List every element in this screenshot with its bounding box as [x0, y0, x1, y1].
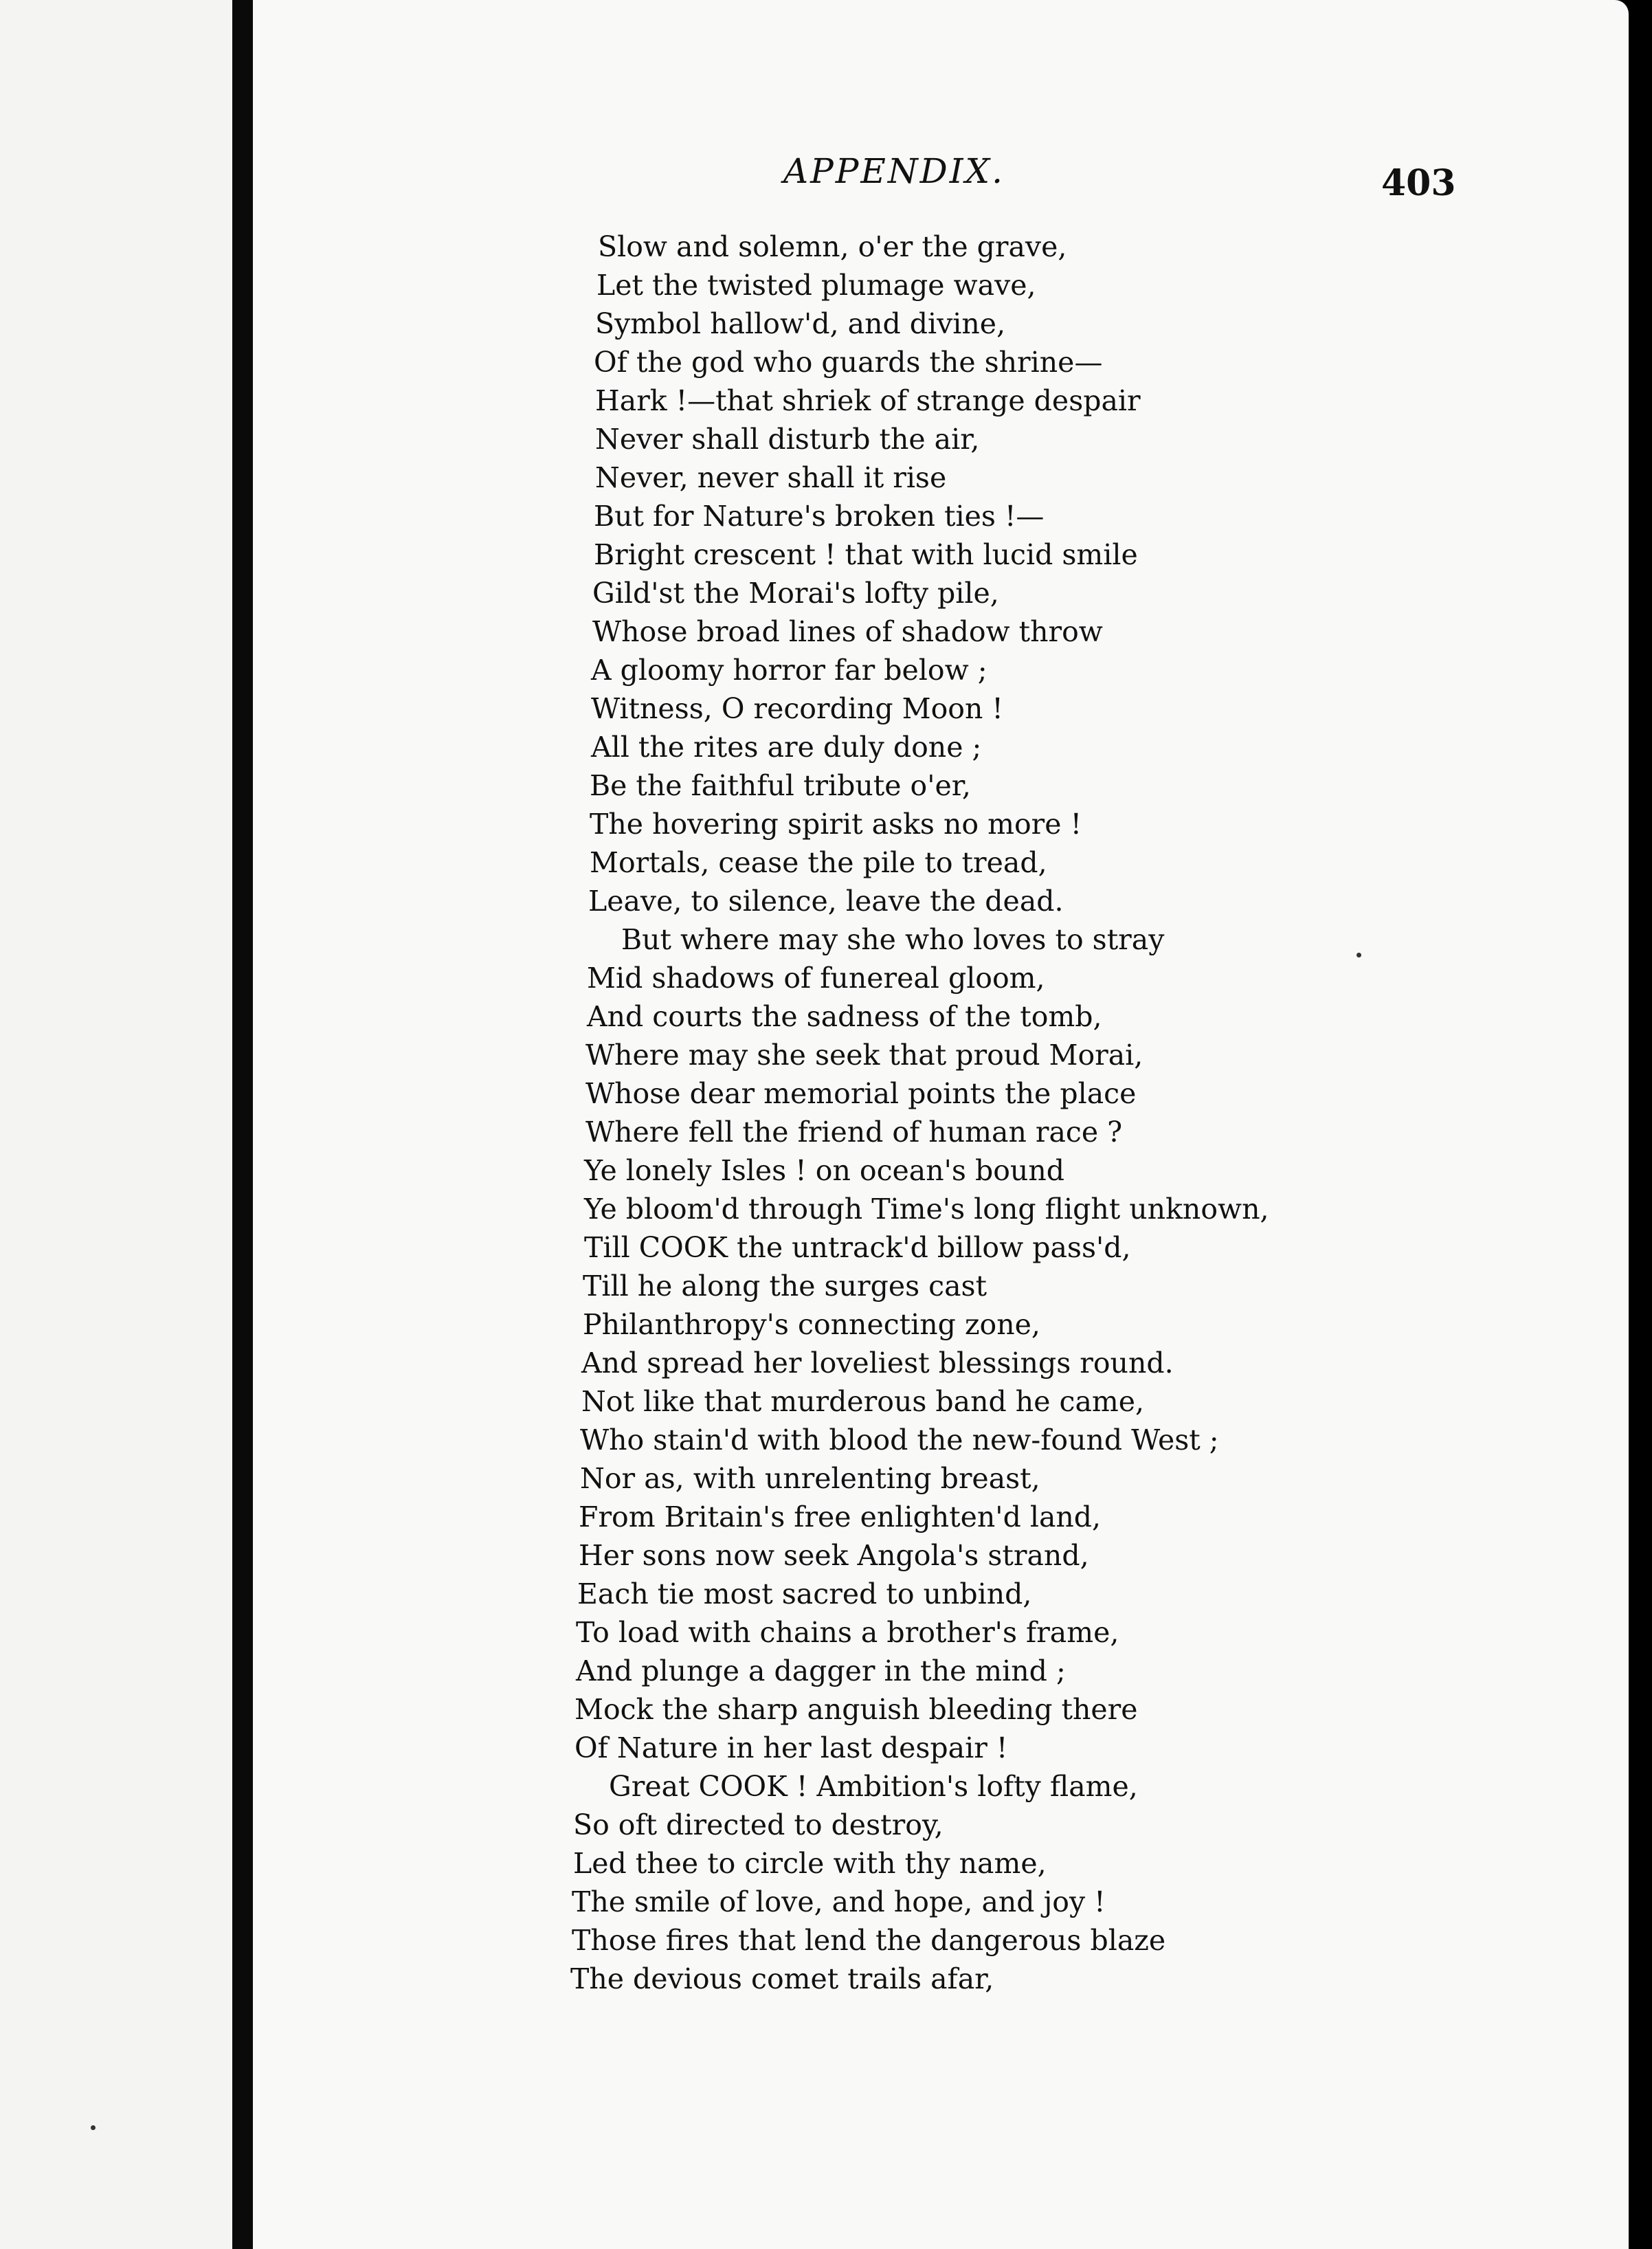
- verse-line: But for Nature's broken ties !—: [594, 500, 1045, 533]
- page-number: 403: [1381, 162, 1456, 204]
- page-gutter: [232, 0, 253, 2249]
- verse-line: Her sons now seek Angola's strand,: [579, 1539, 1089, 1572]
- verse-line: Mock the sharp anguish bleeding there: [574, 1693, 1138, 1726]
- verse-line: Who stain'd with blood the new-found West ;: [580, 1423, 1219, 1456]
- running-head: APPENDIX.: [783, 151, 1005, 191]
- verse-line: Mortals, cease the pile to tread,: [590, 846, 1047, 879]
- verse-line: Leave, to silence, leave the dead.: [588, 885, 1064, 918]
- verse-line: Of Nature in her last despair !: [574, 1731, 1008, 1764]
- speck: [91, 2125, 96, 2130]
- verse-line: All the rites are duly done ;: [591, 731, 982, 764]
- verse-line: Bright crescent ! that with lucid smile: [594, 538, 1138, 571]
- verse-line: Never shall disturb the air,: [595, 423, 980, 456]
- verse-line: Where fell the friend of human race ?: [585, 1116, 1123, 1149]
- verse-line: Slow and solemn, o'er the grave,: [598, 230, 1067, 263]
- verse-line: Ye lonely Isles ! on ocean's bound: [584, 1154, 1064, 1187]
- verse-line: Where may she seek that proud Morai,: [585, 1039, 1143, 1072]
- verse-line: To load with chains a brother's frame,: [576, 1616, 1119, 1649]
- verse-line: Be the faithful tribute o'er,: [590, 769, 971, 802]
- verse-line: And courts the sadness of the tomb,: [587, 1000, 1102, 1033]
- left-page-margin: [0, 0, 232, 2249]
- verse-line: Great COOK ! Ambition's lofty flame,: [609, 1770, 1138, 1803]
- verse-line: The hovering spirit asks no more !: [590, 808, 1082, 841]
- verse-line: Symbol hallow'd, and divine,: [595, 307, 1006, 340]
- verse-line: The devious comet trails afar,: [570, 1962, 994, 1995]
- verse-line: Those fires that lend the dangerous blaze: [572, 1924, 1166, 1957]
- verse-line: And spread her loveliest blessings round.: [581, 1347, 1174, 1380]
- verse-line: So oft directed to destroy,: [573, 1808, 944, 1841]
- speck: [1357, 953, 1361, 957]
- verse-line: Gild'st the Morai's lofty pile,: [592, 577, 999, 610]
- verse-line: But where may she who loves to stray: [621, 923, 1165, 956]
- verse-line: Witness, O recording Moon !: [591, 692, 1003, 725]
- verse-line: A gloomy horror far below ;: [591, 654, 987, 687]
- verse-line: Till COOK the untrack'd billow pass'd,: [584, 1231, 1131, 1264]
- verse-line: Nor as, with unrelenting breast,: [580, 1462, 1040, 1495]
- verse-line: Mid shadows of funereal gloom,: [587, 962, 1045, 995]
- verse-line: Let the twisted plumage wave,: [596, 269, 1036, 302]
- verse-line: And plunge a dagger in the mind ;: [576, 1654, 1066, 1687]
- verse-line: Never, never shall it rise: [595, 461, 947, 494]
- verse-line: Not like that murderous band he came,: [581, 1385, 1145, 1418]
- verse-line: Whose dear memorial points the place: [585, 1077, 1137, 1110]
- verse-line: Whose broad lines of shadow throw: [592, 615, 1103, 648]
- verse-line: Ye bloom'd through Time's long flight unknown,: [584, 1193, 1269, 1226]
- verse-line: The smile of love, and hope, and joy !: [572, 1885, 1106, 1918]
- verse-line: Till he along the surges cast: [583, 1270, 987, 1303]
- verse-line: Of the god who guards the shrine—: [594, 346, 1103, 379]
- verse-line: Hark !—that shriek of strange despair: [595, 384, 1141, 417]
- verse-line: Led thee to circle with thy name,: [573, 1847, 1047, 1880]
- verse-line: From Britain's free enlighten'd land,: [579, 1500, 1102, 1533]
- verse-line: Philanthropy's connecting zone,: [583, 1308, 1040, 1341]
- verse-line: Each tie most sacred to unbind,: [577, 1577, 1032, 1610]
